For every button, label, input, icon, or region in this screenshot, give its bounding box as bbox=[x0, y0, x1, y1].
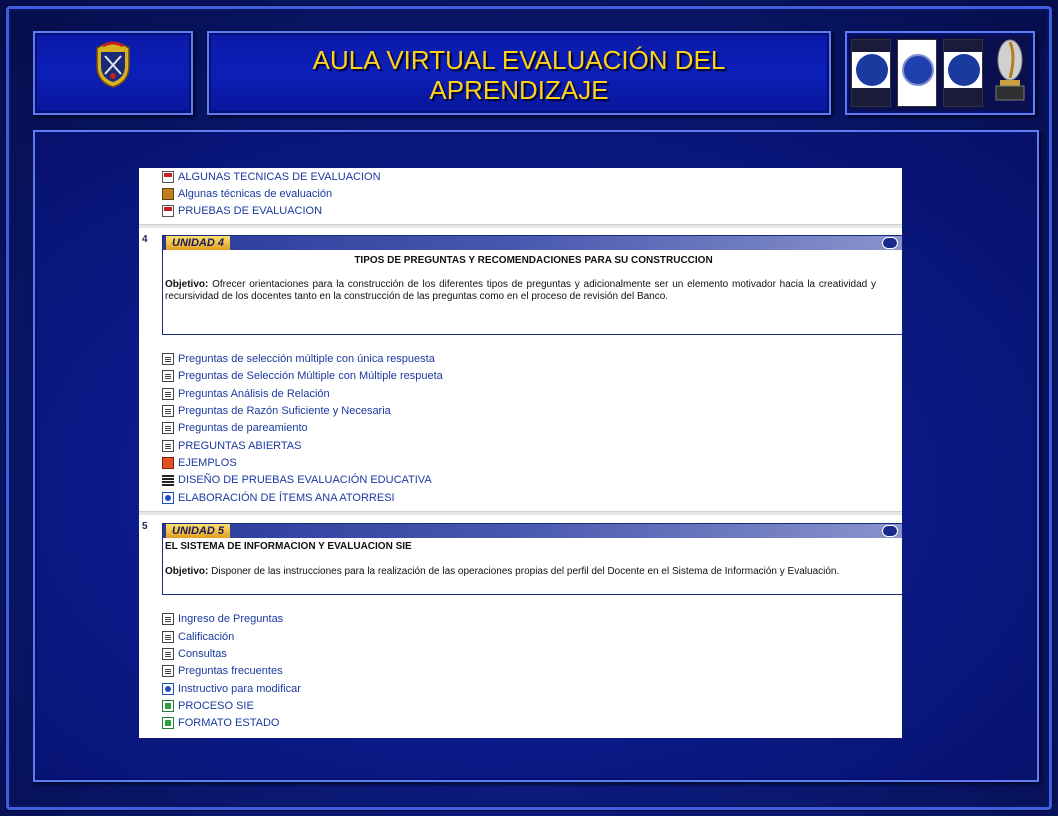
list-item[interactable]: Calificación bbox=[162, 629, 234, 645]
document-icon bbox=[162, 648, 174, 660]
section-separator bbox=[139, 511, 902, 515]
list-item[interactable]: ALGUNAS TECNICAS DE EVALUACION bbox=[162, 169, 381, 185]
icontec-iso-icon bbox=[851, 39, 891, 107]
list-item[interactable]: Preguntas de Razón Suficiente y Necesaria bbox=[162, 403, 391, 419]
word-icon bbox=[162, 492, 174, 504]
word-icon bbox=[162, 683, 174, 695]
list-item[interactable]: EJEMPLOS bbox=[162, 455, 237, 471]
list-item[interactable]: ELABORACIÓN DE ÍTEMS ANA ATORRESI bbox=[162, 490, 395, 506]
list-item[interactable]: Algunas técnicas de evaluación bbox=[162, 186, 332, 202]
unit-title: TIPOS DE PREGUNTAS Y RECOMENDACIONES PARA SU CONSTRUCCION bbox=[354, 255, 713, 266]
unit-badge: UNIDAD 4 bbox=[166, 236, 230, 250]
spreadsheet-icon bbox=[162, 717, 174, 729]
school-shield-icon bbox=[93, 38, 133, 88]
unit-objective: Objetivo: Ofrecer orientaciones para la construcción de los diferentes tipos de preguntas y adicionalmente ser un elemento motivador hacia la creatividad y recursividad de los docentes tanto en la construcción de las preguntas como en el proceso de revisión del Banco. bbox=[165, 279, 876, 302]
section-separator bbox=[139, 224, 902, 228]
section-number: 5 bbox=[142, 521, 148, 532]
pdf-icon bbox=[162, 171, 174, 183]
unit-header-bar bbox=[163, 236, 902, 250]
title-panel bbox=[207, 31, 831, 115]
document-icon bbox=[162, 665, 174, 677]
list-item[interactable]: FORMATO ESTADO bbox=[162, 715, 279, 731]
image-icon bbox=[162, 188, 174, 200]
document-icon bbox=[162, 370, 174, 382]
list-item[interactable]: PREGUNTAS ABIERTAS bbox=[162, 438, 301, 454]
unit-5-summary bbox=[162, 523, 902, 595]
list-item[interactable]: Preguntas Análisis de Relación bbox=[162, 386, 330, 402]
page-title: AULA VIRTUAL EVALUACIÓN DEL APRENDIZAJE bbox=[312, 45, 726, 105]
list-item[interactable]: Consultas bbox=[162, 646, 227, 662]
collapse-toggle-icon[interactable] bbox=[882, 237, 898, 249]
list-item[interactable]: PROCESO SIE bbox=[162, 698, 254, 714]
document-icon bbox=[162, 440, 174, 452]
document-icon bbox=[162, 631, 174, 643]
unit-badge: UNIDAD 5 bbox=[166, 524, 230, 538]
document-icon bbox=[162, 405, 174, 417]
unit-title: EL SISTEMA DE INFORMACION Y EVALUACION SIE bbox=[165, 541, 412, 552]
collapse-toggle-icon[interactable] bbox=[882, 525, 898, 537]
pdf-icon bbox=[162, 205, 174, 217]
course-content bbox=[139, 168, 902, 738]
unit-header-bar bbox=[163, 524, 902, 538]
list-item[interactable]: Preguntas de Selección Múltiple con Múltiple respueta bbox=[162, 368, 443, 384]
iqnet-icon bbox=[897, 39, 937, 107]
unit-4-summary bbox=[162, 235, 902, 335]
list-item[interactable]: Preguntas frecuentes bbox=[162, 663, 283, 679]
document-icon bbox=[162, 613, 174, 625]
document-icon bbox=[162, 422, 174, 434]
list-item[interactable]: Preguntas de selección múltiple con única respuesta bbox=[162, 351, 435, 367]
list-item[interactable]: Instructivo para modificar bbox=[162, 681, 301, 697]
list-item[interactable]: PRUEBAS DE EVALUACION bbox=[162, 203, 322, 219]
unit-objective: Objetivo: Disponer de las instrucciones para la realización de las operaciones propias del perfil del Docente en el Sistema de Información y Evaluación. bbox=[165, 566, 840, 577]
list-icon bbox=[162, 474, 174, 486]
list-item[interactable]: Ingreso de Preguntas bbox=[162, 611, 283, 627]
presentation-icon bbox=[162, 457, 174, 469]
document-icon bbox=[162, 388, 174, 400]
list-item[interactable]: DISEÑO DE PRUEBAS EVALUACIÓN EDUCATIVA bbox=[162, 472, 432, 488]
section-number: 4 bbox=[142, 234, 148, 245]
logo-panel bbox=[33, 31, 193, 115]
list-item[interactable]: Preguntas de pareamiento bbox=[162, 420, 308, 436]
trophy-icon bbox=[990, 38, 1030, 104]
icontec-ntcgp-icon bbox=[943, 39, 983, 107]
document-icon bbox=[162, 353, 174, 365]
spreadsheet-icon bbox=[162, 700, 174, 712]
